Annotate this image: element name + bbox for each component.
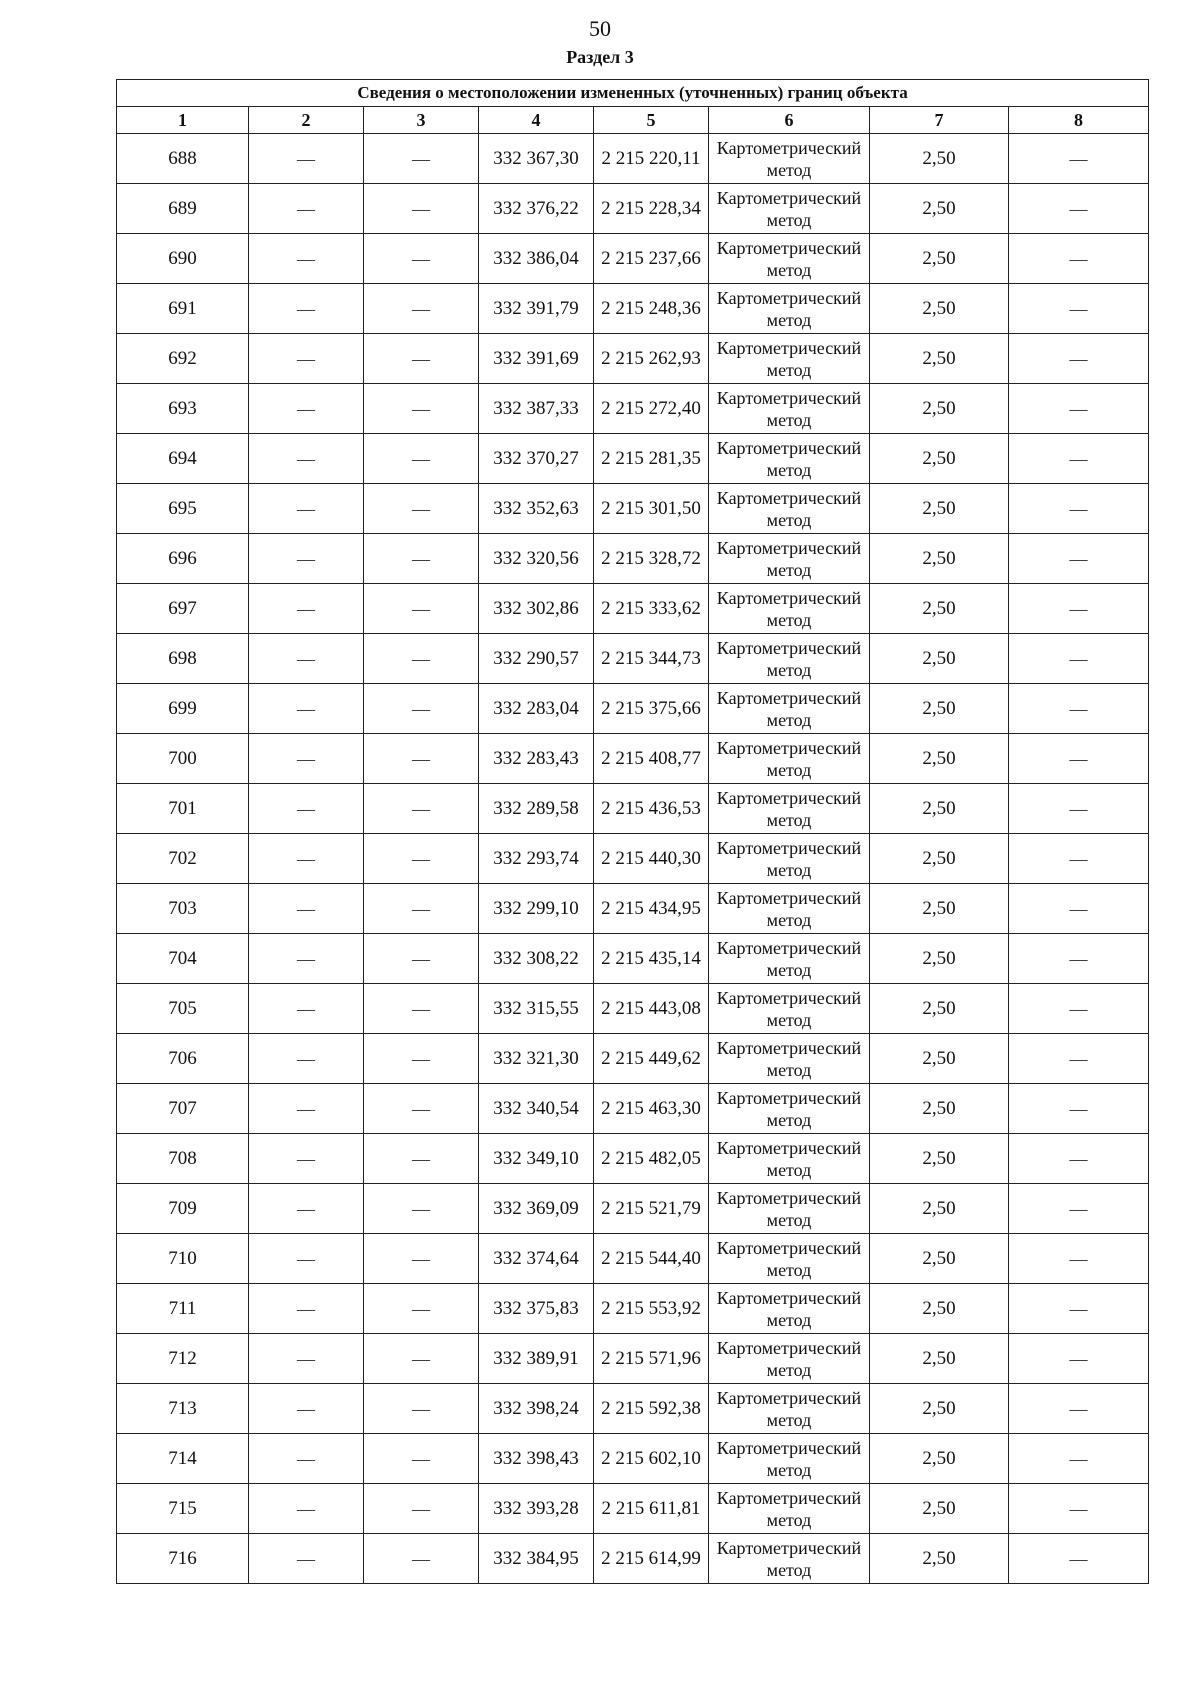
point-number-cell: 690: [117, 234, 249, 284]
coordinate-x-cell: 332 340,54: [479, 1084, 594, 1134]
coordinate-x-cell: 332 398,43: [479, 1434, 594, 1484]
accuracy-cell: 2,50: [870, 734, 1009, 784]
point-number-cell: 698: [117, 634, 249, 684]
column-2-cell: —: [249, 734, 364, 784]
table-row: [117, 1384, 1149, 1434]
method-cell: Картометрический метод: [709, 134, 870, 184]
coordinate-x-cell: 332 290,57: [479, 634, 594, 684]
column-3-cell: —: [364, 534, 479, 584]
method-cell: Картометрический метод: [709, 984, 870, 1034]
column-8-cell: —: [1009, 284, 1149, 334]
column-3-cell: —: [364, 784, 479, 834]
column-8-cell: —: [1009, 1284, 1149, 1334]
column-number: 3: [364, 107, 479, 134]
column-2-cell: —: [249, 184, 364, 234]
table-row: [117, 1034, 1149, 1084]
column-3-cell: —: [364, 1034, 479, 1084]
column-3-cell: —: [364, 134, 479, 184]
method-cell: Картометрический метод: [709, 734, 870, 784]
method-cell: Картометрический метод: [709, 1234, 870, 1284]
table-row: [117, 584, 1149, 634]
column-8-cell: —: [1009, 1334, 1149, 1384]
column-8-cell: —: [1009, 984, 1149, 1034]
column-2-cell: —: [249, 1334, 364, 1384]
method-cell: Картометрический метод: [709, 1134, 870, 1184]
coordinate-x-cell: 332 315,55: [479, 984, 594, 1034]
accuracy-cell: 2,50: [870, 1284, 1009, 1334]
point-number-cell: 694: [117, 434, 249, 484]
accuracy-cell: 2,50: [870, 584, 1009, 634]
coordinate-x-cell: 332 398,24: [479, 1384, 594, 1434]
coordinate-y-cell: 2 215 237,66: [594, 234, 709, 284]
column-3-cell: —: [364, 484, 479, 534]
table-row: [117, 334, 1149, 384]
accuracy-cell: 2,50: [870, 784, 1009, 834]
method-cell: Картометрический метод: [709, 1484, 870, 1534]
coordinate-y-cell: 2 215 443,08: [594, 984, 709, 1034]
table-row: [117, 1134, 1149, 1184]
column-2-cell: —: [249, 1084, 364, 1134]
coordinate-x-cell: 332 349,10: [479, 1134, 594, 1184]
column-3-cell: —: [364, 934, 479, 984]
column-3-cell: —: [364, 234, 479, 284]
coordinate-y-cell: 2 215 482,05: [594, 1134, 709, 1184]
accuracy-cell: 2,50: [870, 1434, 1009, 1484]
accuracy-cell: 2,50: [870, 384, 1009, 434]
column-8-cell: —: [1009, 934, 1149, 984]
table-body: [117, 134, 1149, 1584]
coordinate-y-cell: 2 215 553,92: [594, 1284, 709, 1334]
table-caption: Сведения о местоположении измененных (уточненных) границ объекта: [117, 80, 1149, 107]
point-number-cell: 688: [117, 134, 249, 184]
column-8-cell: —: [1009, 1534, 1149, 1584]
column-8-cell: —: [1009, 684, 1149, 734]
accuracy-cell: 2,50: [870, 1184, 1009, 1234]
column-2-cell: —: [249, 1434, 364, 1484]
column-8-cell: —: [1009, 584, 1149, 634]
column-number: 1: [117, 107, 249, 134]
coordinate-x-cell: 332 370,27: [479, 434, 594, 484]
coordinate-x-cell: 332 391,79: [479, 284, 594, 334]
point-number-cell: 714: [117, 1434, 249, 1484]
column-8-cell: —: [1009, 1234, 1149, 1284]
method-cell: Картометрический метод: [709, 184, 870, 234]
table-row: [117, 1484, 1149, 1534]
coordinate-y-cell: 2 215 333,62: [594, 584, 709, 634]
column-3-cell: —: [364, 1384, 479, 1434]
accuracy-cell: 2,50: [870, 434, 1009, 484]
column-8-cell: —: [1009, 434, 1149, 484]
column-number: 7: [870, 107, 1009, 134]
point-number-cell: 693: [117, 384, 249, 434]
column-2-cell: —: [249, 684, 364, 734]
coordinate-y-cell: 2 215 272,40: [594, 384, 709, 434]
coordinate-x-cell: 332 367,30: [479, 134, 594, 184]
method-cell: Картометрический метод: [709, 1434, 870, 1484]
accuracy-cell: 2,50: [870, 884, 1009, 934]
accuracy-cell: 2,50: [870, 1534, 1009, 1584]
method-cell: Картометрический метод: [709, 834, 870, 884]
point-number-cell: 706: [117, 1034, 249, 1084]
column-3-cell: —: [364, 734, 479, 784]
point-number-cell: 697: [117, 584, 249, 634]
coordinate-y-cell: 2 215 408,77: [594, 734, 709, 784]
table-row: [117, 1534, 1149, 1584]
coordinate-y-cell: 2 215 375,66: [594, 684, 709, 734]
method-cell: Картометрический метод: [709, 384, 870, 434]
accuracy-cell: 2,50: [870, 1234, 1009, 1284]
method-cell: Картометрический метод: [709, 534, 870, 584]
accuracy-cell: 2,50: [870, 1084, 1009, 1134]
accuracy-cell: 2,50: [870, 1384, 1009, 1434]
table-row: [117, 234, 1149, 284]
accuracy-cell: 2,50: [870, 1034, 1009, 1084]
accuracy-cell: 2,50: [870, 234, 1009, 284]
table-row: [117, 434, 1149, 484]
column-8-cell: —: [1009, 784, 1149, 834]
column-2-cell: —: [249, 784, 364, 834]
coordinate-y-cell: 2 215 228,34: [594, 184, 709, 234]
coordinate-y-cell: 2 215 449,62: [594, 1034, 709, 1084]
coordinate-x-cell: 332 289,58: [479, 784, 594, 834]
coordinate-y-cell: 2 215 436,53: [594, 784, 709, 834]
coordinate-x-cell: 332 302,86: [479, 584, 594, 634]
coordinate-y-cell: 2 215 521,79: [594, 1184, 709, 1234]
column-number: 8: [1009, 107, 1149, 134]
accuracy-cell: 2,50: [870, 1134, 1009, 1184]
coordinate-x-cell: 332 352,63: [479, 484, 594, 534]
column-8-cell: —: [1009, 484, 1149, 534]
point-number-cell: 696: [117, 534, 249, 584]
point-number-cell: 708: [117, 1134, 249, 1184]
accuracy-cell: 2,50: [870, 134, 1009, 184]
table-row: [117, 134, 1149, 184]
column-number: 6: [709, 107, 870, 134]
column-2-cell: —: [249, 834, 364, 884]
coordinate-x-cell: 332 389,91: [479, 1334, 594, 1384]
point-number-cell: 692: [117, 334, 249, 384]
point-number-cell: 716: [117, 1534, 249, 1584]
column-3-cell: —: [364, 884, 479, 934]
column-8-cell: —: [1009, 884, 1149, 934]
coordinate-y-cell: 2 215 220,11: [594, 134, 709, 184]
column-2-cell: —: [249, 134, 364, 184]
column-2-cell: —: [249, 484, 364, 534]
accuracy-cell: 2,50: [870, 534, 1009, 584]
accuracy-cell: 2,50: [870, 834, 1009, 884]
accuracy-cell: 2,50: [870, 284, 1009, 334]
method-cell: Картометрический метод: [709, 684, 870, 734]
method-cell: Картометрический метод: [709, 334, 870, 384]
coordinate-y-cell: 2 215 281,35: [594, 434, 709, 484]
column-8-cell: —: [1009, 1384, 1149, 1434]
coordinate-y-cell: 2 215 571,96: [594, 1334, 709, 1384]
column-3-cell: —: [364, 1334, 479, 1384]
method-cell: Картометрический метод: [709, 1534, 870, 1584]
point-number-cell: 695: [117, 484, 249, 534]
point-number-cell: 699: [117, 684, 249, 734]
method-cell: Картометрический метод: [709, 1034, 870, 1084]
column-8-cell: —: [1009, 1434, 1149, 1484]
coordinate-x-cell: 332 386,04: [479, 234, 594, 284]
column-3-cell: —: [364, 634, 479, 684]
column-3-cell: —: [364, 1434, 479, 1484]
coordinate-x-cell: 332 391,69: [479, 334, 594, 384]
point-number-cell: 707: [117, 1084, 249, 1134]
column-number: 5: [594, 107, 709, 134]
table-row: [117, 1284, 1149, 1334]
method-cell: Картометрический метод: [709, 1384, 870, 1434]
table-row: [117, 1434, 1149, 1484]
method-cell: Картометрический метод: [709, 1084, 870, 1134]
accuracy-cell: 2,50: [870, 1484, 1009, 1534]
method-cell: Картометрический метод: [709, 284, 870, 334]
table-row: [117, 1084, 1149, 1134]
method-cell: Картометрический метод: [709, 1284, 870, 1334]
column-3-cell: —: [364, 1134, 479, 1184]
method-cell: Картометрический метод: [709, 234, 870, 284]
column-2-cell: —: [249, 284, 364, 334]
coordinate-x-cell: 332 293,74: [479, 834, 594, 884]
coordinate-x-cell: 332 375,83: [479, 1284, 594, 1334]
table-row: [117, 684, 1149, 734]
method-cell: Картометрический метод: [709, 434, 870, 484]
accuracy-cell: 2,50: [870, 634, 1009, 684]
column-8-cell: —: [1009, 1134, 1149, 1184]
column-8-cell: —: [1009, 634, 1149, 684]
column-3-cell: —: [364, 434, 479, 484]
column-2-cell: —: [249, 984, 364, 1034]
column-2-cell: —: [249, 334, 364, 384]
column-2-cell: —: [249, 934, 364, 984]
table-row: [117, 734, 1149, 784]
accuracy-cell: 2,50: [870, 1334, 1009, 1384]
column-3-cell: —: [364, 834, 479, 884]
coordinate-x-cell: 332 374,64: [479, 1234, 594, 1284]
column-2-cell: —: [249, 434, 364, 484]
page-number: 50: [589, 16, 611, 41]
column-8-cell: —: [1009, 734, 1149, 784]
column-2-cell: —: [249, 1034, 364, 1084]
column-2-cell: —: [249, 1384, 364, 1434]
coordinate-y-cell: 2 215 463,30: [594, 1084, 709, 1134]
coordinate-y-cell: 2 215 248,36: [594, 284, 709, 334]
accuracy-cell: 2,50: [870, 184, 1009, 234]
coordinate-y-cell: 2 215 611,81: [594, 1484, 709, 1534]
column-3-cell: —: [364, 1484, 479, 1534]
column-3-cell: —: [364, 284, 479, 334]
accuracy-cell: 2,50: [870, 684, 1009, 734]
method-cell: Картометрический метод: [709, 484, 870, 534]
column-8-cell: —: [1009, 134, 1149, 184]
accuracy-cell: 2,50: [870, 934, 1009, 984]
column-8-cell: —: [1009, 1084, 1149, 1134]
column-2-cell: —: [249, 534, 364, 584]
coordinate-y-cell: 2 215 344,73: [594, 634, 709, 684]
column-2-cell: —: [249, 584, 364, 634]
point-number-cell: 709: [117, 1184, 249, 1234]
coordinate-y-cell: 2 215 544,40: [594, 1234, 709, 1284]
coordinate-x-cell: 332 320,56: [479, 534, 594, 584]
point-number-cell: 691: [117, 284, 249, 334]
table-row: [117, 484, 1149, 534]
column-8-cell: —: [1009, 184, 1149, 234]
coordinate-x-cell: 332 283,43: [479, 734, 594, 784]
method-cell: Картометрический метод: [709, 584, 870, 634]
point-number-cell: 702: [117, 834, 249, 884]
table-row: [117, 534, 1149, 584]
column-3-cell: —: [364, 1534, 479, 1584]
column-2-cell: —: [249, 1184, 364, 1234]
column-3-cell: —: [364, 1084, 479, 1134]
column-8-cell: —: [1009, 384, 1149, 434]
point-number-cell: 713: [117, 1384, 249, 1434]
table-row: [117, 634, 1149, 684]
column-3-cell: —: [364, 1184, 479, 1234]
coordinate-y-cell: 2 215 301,50: [594, 484, 709, 534]
point-number-cell: 700: [117, 734, 249, 784]
table-row: [117, 1234, 1149, 1284]
coordinate-x-cell: 332 376,22: [479, 184, 594, 234]
coordinate-x-cell: 332 369,09: [479, 1184, 594, 1234]
column-2-cell: —: [249, 634, 364, 684]
coordinate-x-cell: 332 393,28: [479, 1484, 594, 1534]
point-number-cell: 715: [117, 1484, 249, 1534]
column-3-cell: —: [364, 1284, 479, 1334]
coordinate-y-cell: 2 215 435,14: [594, 934, 709, 984]
coordinate-x-cell: 332 387,33: [479, 384, 594, 434]
point-number-cell: 703: [117, 884, 249, 934]
column-8-cell: —: [1009, 534, 1149, 584]
column-2-cell: —: [249, 384, 364, 434]
column-number: 4: [479, 107, 594, 134]
column-number: 2: [249, 107, 364, 134]
method-cell: Картометрический метод: [709, 634, 870, 684]
table-row: [117, 984, 1149, 1034]
table-row: [117, 1334, 1149, 1384]
coordinate-y-cell: 2 215 262,93: [594, 334, 709, 384]
method-cell: Картометрический метод: [709, 934, 870, 984]
column-3-cell: —: [364, 584, 479, 634]
column-8-cell: —: [1009, 234, 1149, 284]
coordinate-y-cell: 2 215 328,72: [594, 534, 709, 584]
coordinate-x-cell: 332 308,22: [479, 934, 594, 984]
column-3-cell: —: [364, 984, 479, 1034]
coordinate-x-cell: 332 283,04: [479, 684, 594, 734]
coordinate-x-cell: 332 299,10: [479, 884, 594, 934]
accuracy-cell: 2,50: [870, 334, 1009, 384]
table-row: [117, 834, 1149, 884]
method-cell: Картометрический метод: [709, 884, 870, 934]
table-row: [117, 184, 1149, 234]
table-row: [117, 784, 1149, 834]
column-3-cell: —: [364, 1234, 479, 1284]
column-2-cell: —: [249, 234, 364, 284]
point-number-cell: 701: [117, 784, 249, 834]
column-8-cell: —: [1009, 1184, 1149, 1234]
coordinate-x-cell: 332 321,30: [479, 1034, 594, 1084]
coordinate-y-cell: 2 215 592,38: [594, 1384, 709, 1434]
table-row: [117, 934, 1149, 984]
column-number-row: [117, 107, 1149, 134]
column-8-cell: —: [1009, 1034, 1149, 1084]
accuracy-cell: 2,50: [870, 984, 1009, 1034]
column-3-cell: —: [364, 334, 479, 384]
point-number-cell: 710: [117, 1234, 249, 1284]
boundary-coordinates-table: [116, 79, 1149, 1584]
column-2-cell: —: [249, 884, 364, 934]
column-8-cell: —: [1009, 334, 1149, 384]
method-cell: Картометрический метод: [709, 784, 870, 834]
coordinate-y-cell: 2 215 440,30: [594, 834, 709, 884]
column-2-cell: —: [249, 1134, 364, 1184]
column-3-cell: —: [364, 384, 479, 434]
method-cell: Картометрический метод: [709, 1184, 870, 1234]
accuracy-cell: 2,50: [870, 484, 1009, 534]
point-number-cell: 704: [117, 934, 249, 984]
column-3-cell: —: [364, 184, 479, 234]
point-number-cell: 712: [117, 1334, 249, 1384]
coordinate-y-cell: 2 215 614,99: [594, 1534, 709, 1584]
column-3-cell: —: [364, 684, 479, 734]
column-2-cell: —: [249, 1234, 364, 1284]
point-number-cell: 689: [117, 184, 249, 234]
table-row: [117, 384, 1149, 434]
coordinate-y-cell: 2 215 602,10: [594, 1434, 709, 1484]
table-row: [117, 284, 1149, 334]
column-2-cell: —: [249, 1284, 364, 1334]
table-row: [117, 884, 1149, 934]
column-2-cell: —: [249, 1534, 364, 1584]
column-2-cell: —: [249, 1484, 364, 1534]
point-number-cell: 705: [117, 984, 249, 1034]
point-number-cell: 711: [117, 1284, 249, 1334]
coordinate-y-cell: 2 215 434,95: [594, 884, 709, 934]
table-row: [117, 1184, 1149, 1234]
column-8-cell: —: [1009, 1484, 1149, 1534]
coordinate-x-cell: 332 384,95: [479, 1534, 594, 1584]
column-8-cell: —: [1009, 834, 1149, 884]
section-title: Раздел 3: [566, 47, 634, 67]
method-cell: Картометрический метод: [709, 1334, 870, 1384]
